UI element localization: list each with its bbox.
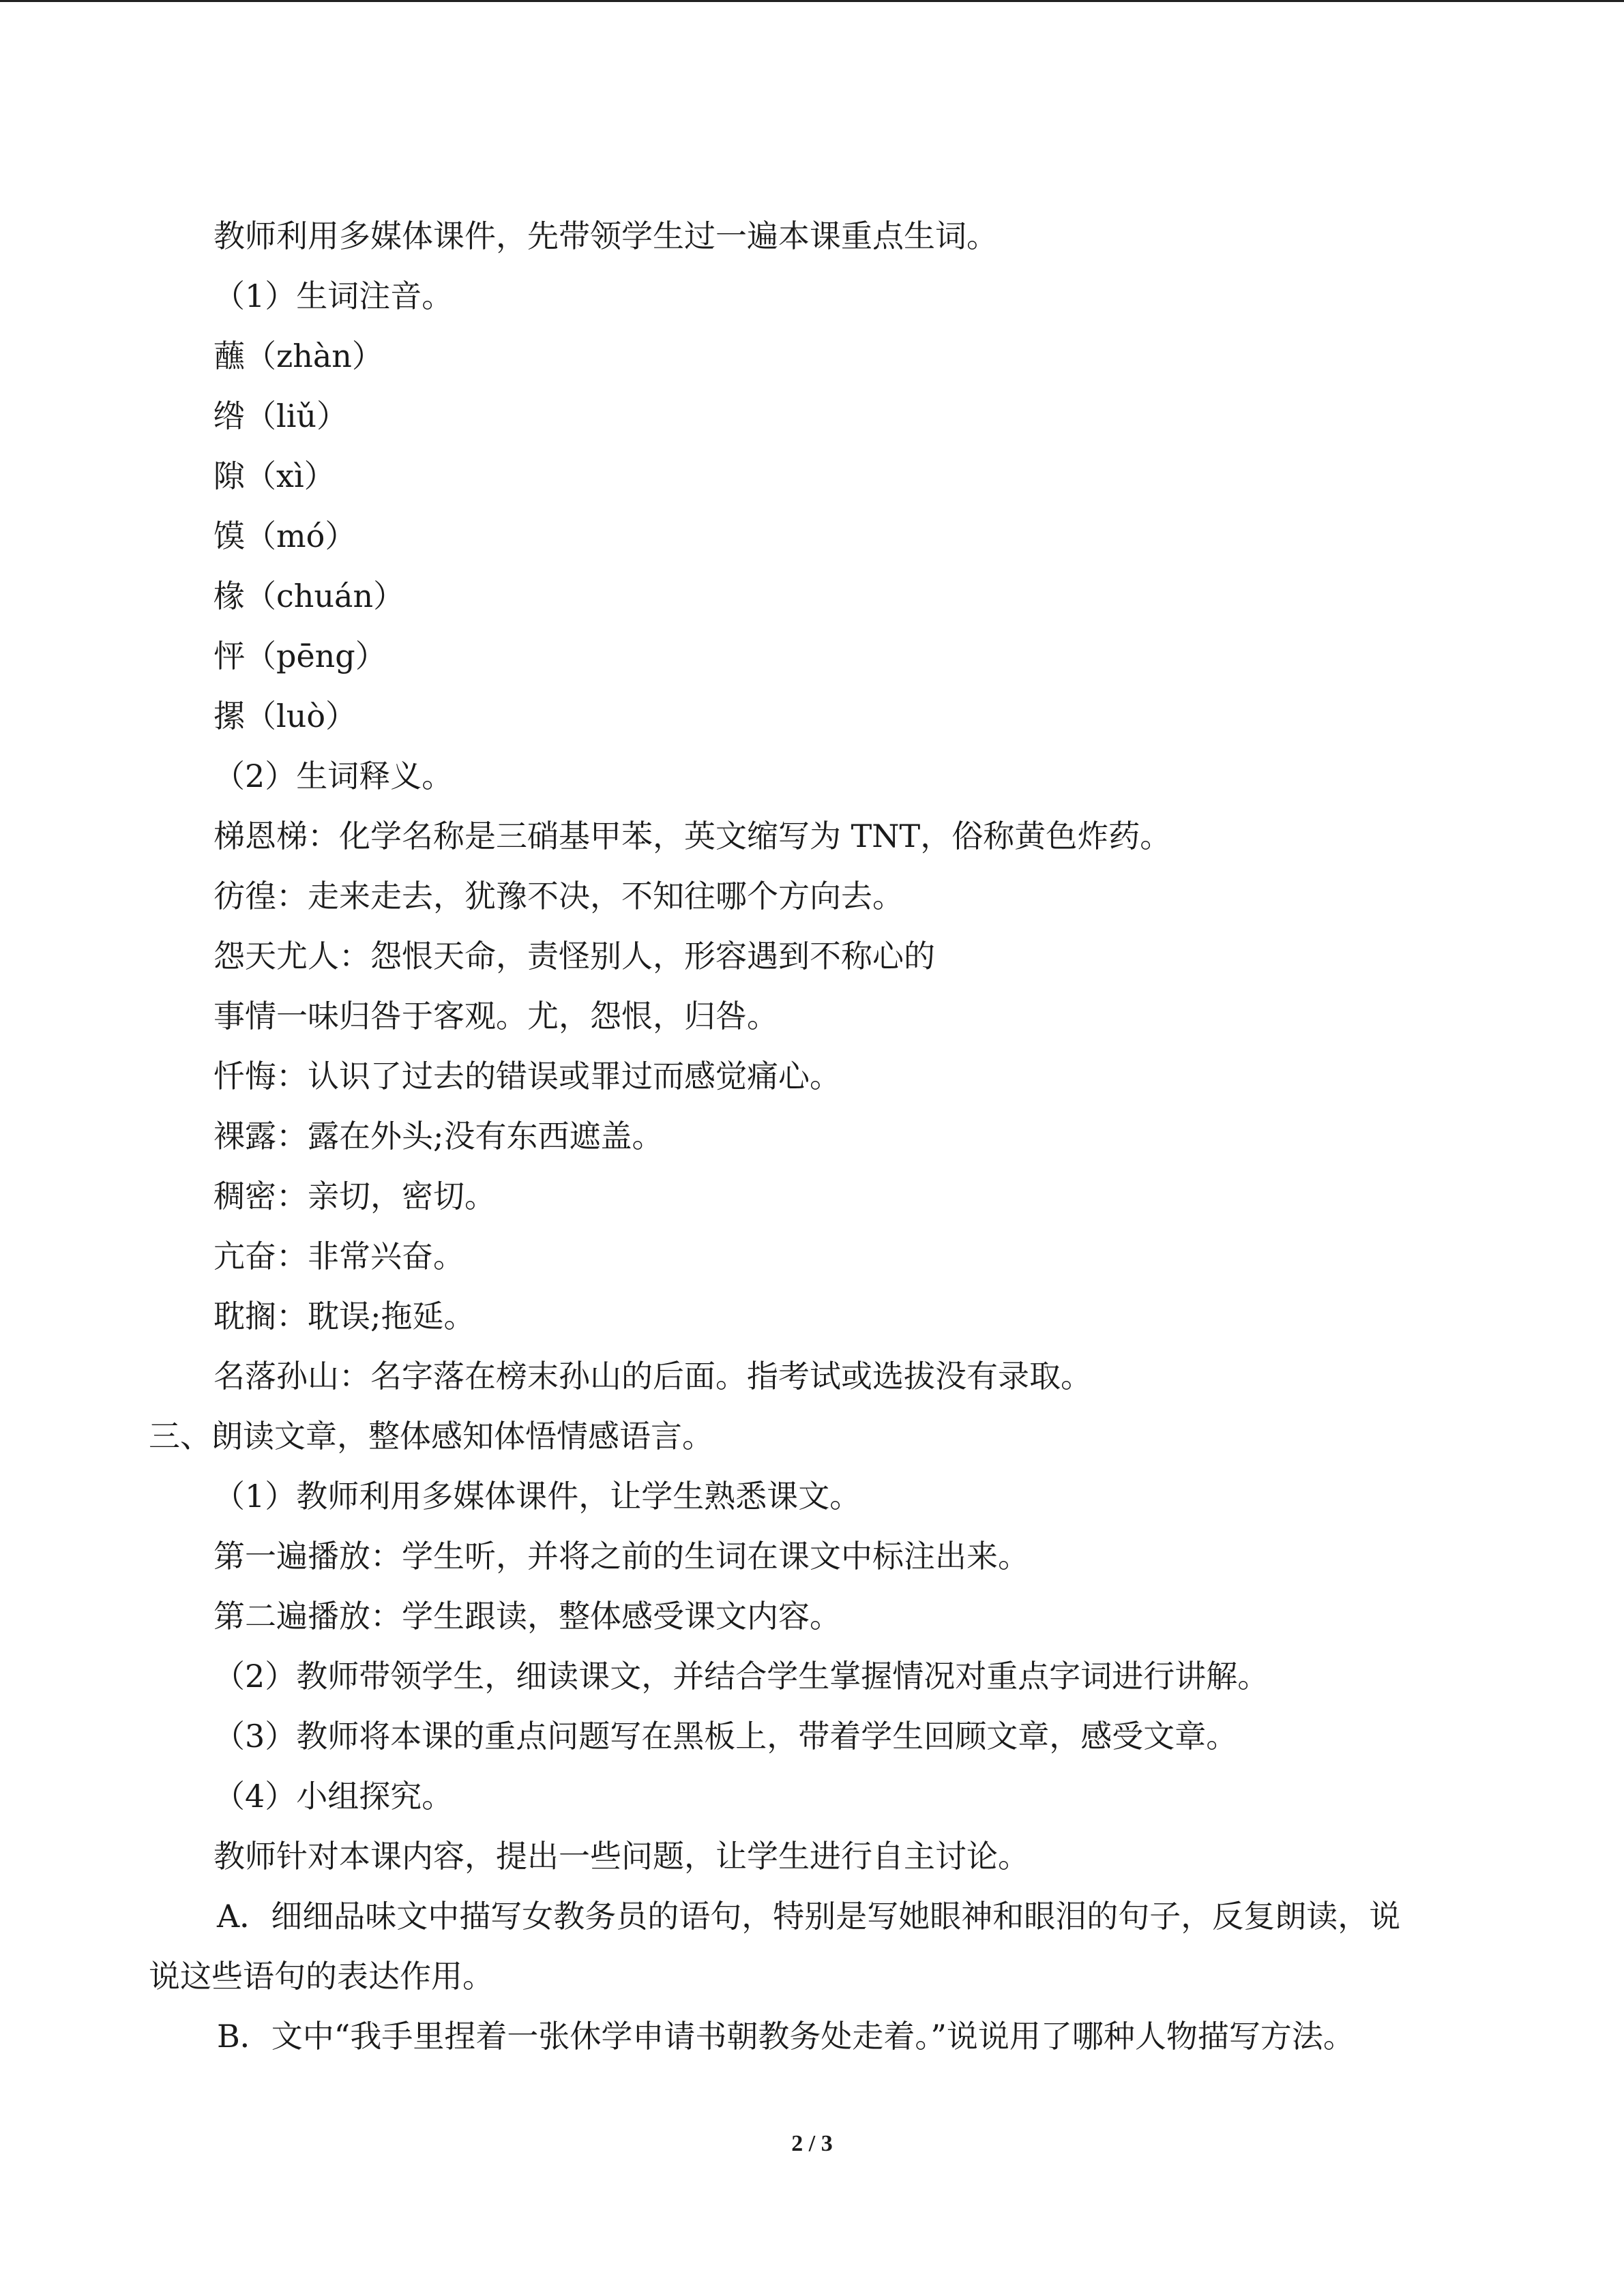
text-line: 椽（chuán） xyxy=(213,578,405,614)
text-line: 隙（xì） xyxy=(213,458,336,494)
text-line: 事情一味归咎于客观。尤，怨恨，归咎。 xyxy=(213,998,778,1034)
text-line: （2）生词释义。 xyxy=(213,758,454,794)
text-line: （2）教师带领学生，细读课文，并结合学生掌握情况对重点字词进行讲解。 xyxy=(213,1658,1269,1695)
text-line: 稠密：亲切，密切。 xyxy=(213,1178,496,1214)
top-border xyxy=(0,0,1624,2)
text-line: 亢奋：非常兴奋。 xyxy=(213,1238,464,1274)
text-line: （1）教师利用多媒体课件，让学生熟悉课文。 xyxy=(213,1478,861,1515)
text-line: 怨天尤人：怨恨天命，责怪别人，形容遇到不称心的 xyxy=(213,938,935,974)
document-body xyxy=(149,206,1472,2066)
question-a-continuation: 说这些语句的表达作用。 xyxy=(149,1958,494,1995)
text-line: 耽搁：耽误;拖延。 xyxy=(213,1298,475,1335)
text-line: 绺（liǔ） xyxy=(213,398,349,434)
page-number: 2 / 3 xyxy=(791,2131,833,2156)
question-b-line: B．文中“我手里捏着一张休学申请书朝教务处走着。”说说用了哪种人物描写方法。 xyxy=(217,2018,1355,2055)
text-line: 教师针对本课内容，提出一些问题，让学生进行自主讨论。 xyxy=(213,1838,1029,1875)
text-line: 彷徨：走来走去，犹豫不决，不知往哪个方向去。 xyxy=(213,878,904,914)
text-line: 三、朗读文章，整体感知体悟情感语言。 xyxy=(149,1418,713,1455)
text-line: 梯恩梯：化学名称是三硝基甲苯，英文缩写为 TNT，俗称黄色炸药。 xyxy=(213,818,1172,854)
text-line: （1）生词注音。 xyxy=(213,278,454,314)
text-line: 第一遍播放：学生听，并将之前的生词在课文中标注出来。 xyxy=(213,1538,1029,1575)
text-line: 怦（pēng） xyxy=(213,638,387,674)
text-line: 裸露：露在外头;没有东西遮盖。 xyxy=(213,1118,664,1154)
text-line: 教师利用多媒体课件，先带领学生过一遍本课重点生词。 xyxy=(213,218,998,254)
text-line: （3）教师将本课的重点问题写在黑板上，带着学生回顾文章，感受文章。 xyxy=(213,1718,1238,1755)
text-line: 摞（luò） xyxy=(213,698,357,734)
text-line: 蘸（zhàn） xyxy=(213,338,383,374)
text-line: （4）小组探究。 xyxy=(213,1778,454,1815)
question-a-line: A．细细品味文中描写女教务员的语句，特别是写她眼神和眼泪的句子，反复朗读，说 xyxy=(217,1898,1401,1935)
text-line: 名落孙山：名字落在榜末孙山的后面。指考试或选拔没有录取。 xyxy=(213,1358,1092,1395)
text-line: 馍（mó） xyxy=(213,518,357,554)
text-line: 忏悔：认识了过去的错误或罪过而感觉痛心。 xyxy=(213,1058,841,1094)
text-line: 第二遍播放：学生跟读，整体感受课文内容。 xyxy=(213,1598,841,1635)
